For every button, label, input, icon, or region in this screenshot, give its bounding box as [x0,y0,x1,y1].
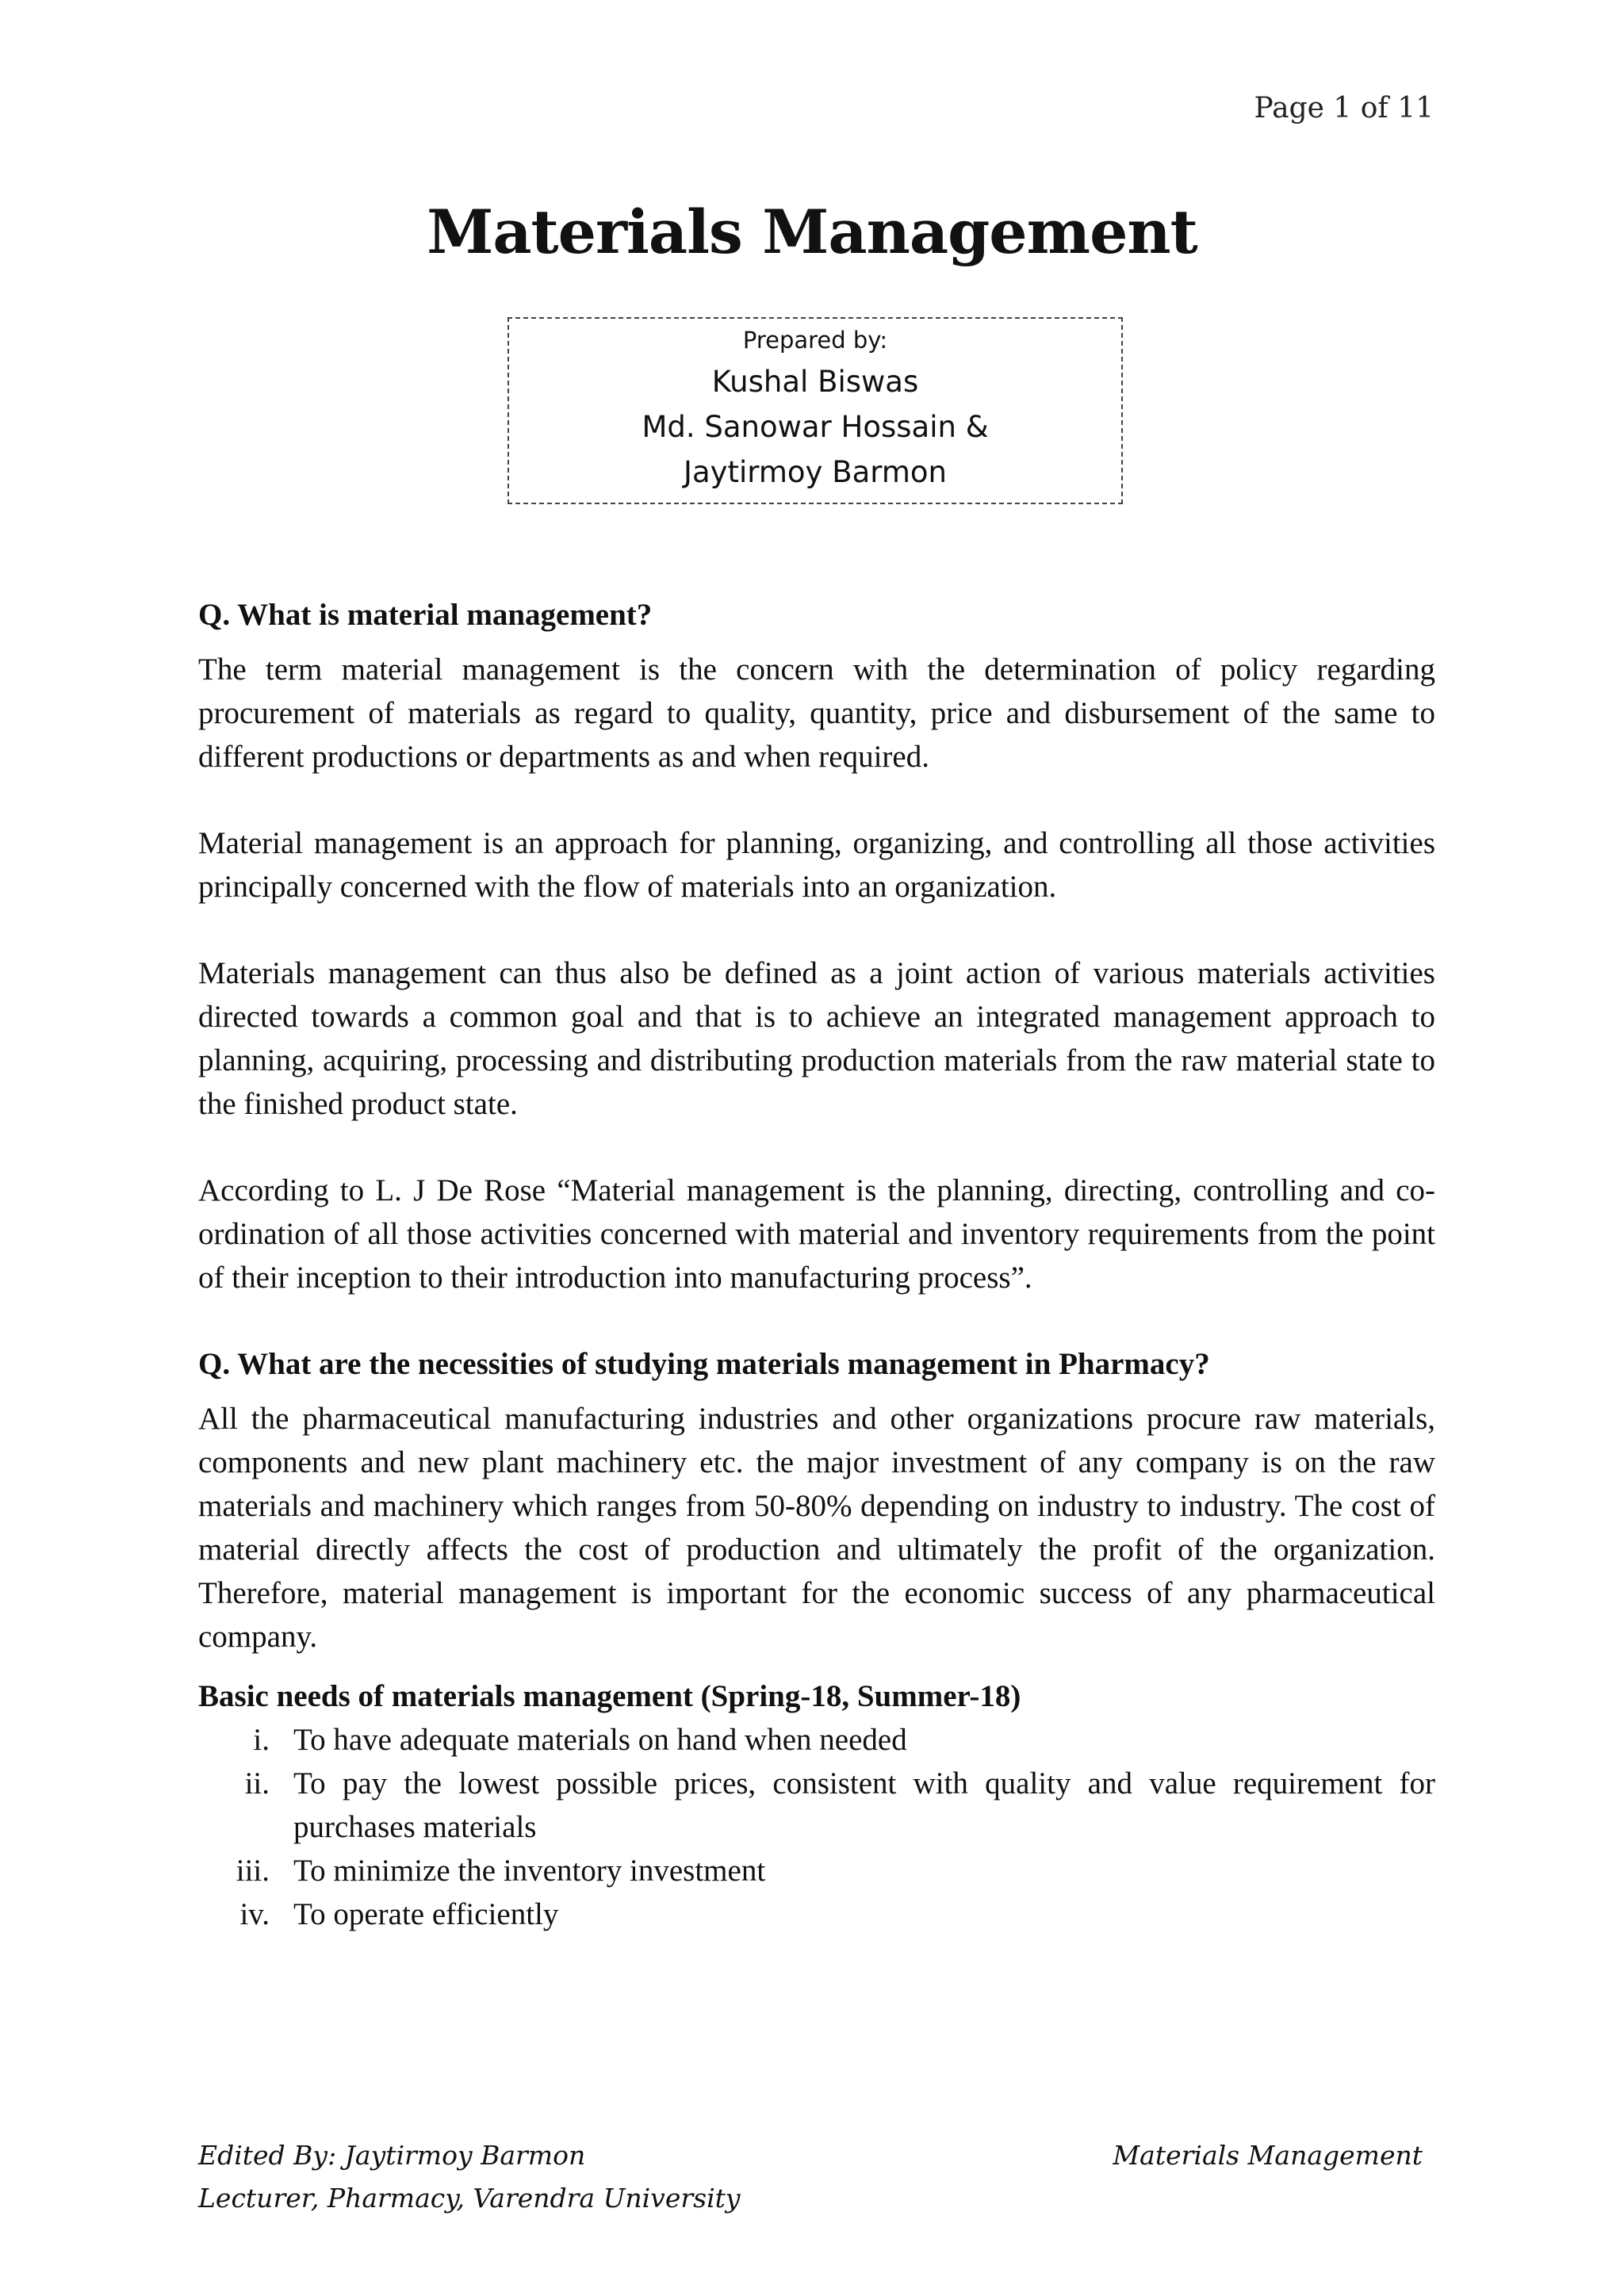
list-item-number: i. [253,1723,270,1757]
list-item-number: iv. [239,1897,270,1931]
page-current: 1 [1333,92,1352,124]
page-number [1254,92,1434,124]
basic-needs-heading: Basic needs of materials management (Spring-18, Summer-18) [198,1679,1021,1713]
author-3: Jaytirmoy Barmon [684,455,947,489]
list-item-text: To have adequate materials on hand when needed [293,1723,907,1757]
footer-right [1113,2134,1423,2177]
author-1: Kushal Biswas [711,365,919,399]
question-2-heading: Q. What are the necessities of studying materials management in Pharmacy? [198,1347,1210,1381]
section1-paragraph-2: Material management is an approach for planning, organizing, and controlling all those activities principally concerned with the flow of materials into an organization. [198,826,1435,904]
list-item-number: ii. [244,1766,270,1800]
basic-needs-list [198,1718,1435,1936]
document-title: Materials Management [427,197,1197,267]
section1-paragraph-4: According to L. J De Rose “Material management is the planning, directing, controlling and co-ordination of all those activities concerned with material and inventory requirements from the point of their inception to their introduction into manufacturing process”. [198,1173,1435,1295]
footer-editor: Edited By: Jaytirmoy Barmon [198,2140,586,2171]
list-item [198,1849,1435,1892]
page-total: 11 [1397,92,1434,124]
document-body [198,593,1435,1936]
footer-course: Materials Management [1113,2140,1423,2171]
question-1-heading: Q. What is material management? [198,598,653,632]
list-item-number: iii. [236,1854,270,1888]
list-item-text: To pay the lowest possible prices, consistent with quality and value requirement for purchases materials [293,1766,1435,1844]
list-item [198,1762,1435,1849]
list-item-text: To minimize the inventory investment [293,1854,766,1888]
page-word: Page [1254,92,1324,124]
section2-paragraph: All the pharmaceutical manufacturing industries and other organizations procure raw materials, components and new plant machinery etc. the major investment of any company is on the raw materials and machinery which ranges from 50-80% depending on industry to industry. The cost of material directly affects the cost of production and ultimately the profit of the organization. Therefore, material management is important for the economic success of any pharmaceutical company. [198,1402,1435,1654]
prepared-by-label: Prepared by: [742,327,888,354]
prepared-by-box [508,317,1123,504]
section1-paragraph-1: The term material management is the concern with the determination of policy regarding procurement of materials as regard to quality, quantity, price and disbursement of the same to different productions or departments as and when required. [198,652,1435,774]
list-item [198,1892,1435,1936]
list-item [198,1718,1435,1762]
footer-affiliation: Lecturer, Pharmacy, Varendra University [198,2183,741,2214]
list-item-text: To operate efficiently [293,1897,559,1931]
page-of: of [1360,92,1388,124]
section1-paragraph-3: Materials management can thus also be defined as a joint action of various materials activities directed towards a common goal and that is to achieve an integrated management approach to planning, acquiring, processing and distributing production materials from the raw material state to the finished product state. [198,956,1435,1121]
author-2: Md. Sanowar Hossain & [642,410,989,444]
footer-left [198,2134,741,2220]
